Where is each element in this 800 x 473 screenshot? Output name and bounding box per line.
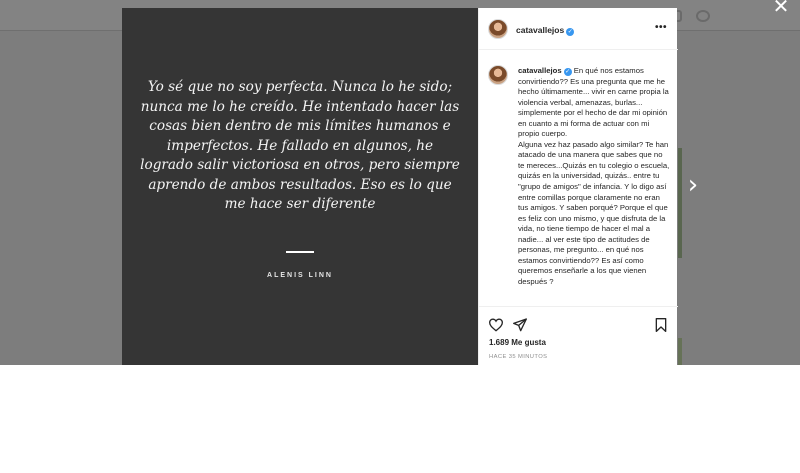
background-image-strip xyxy=(678,338,682,365)
verified-badge-icon: ✓ xyxy=(567,29,573,35)
caption-username[interactable]: catavallejos xyxy=(518,66,562,75)
caption-avatar[interactable] xyxy=(488,65,508,85)
header-username-text[interactable]: catavallejos xyxy=(516,25,565,35)
post-timestamp[interactable]: HACE 35 MINUTOS xyxy=(489,354,548,360)
quote-text: Yo sé que no soy perfecta. Nunca lo he sido; nunca me lo he creído. He intentado hacer las cosas bien dentro de mis límites humanos e imperfectos. He fallado en algunos, he logrado salir victoriosa en otros, pero siempre aprendo de ambos resultados. Eso es lo que me hace ser diferente xyxy=(140,79,460,212)
post-side-panel xyxy=(478,8,677,365)
explore-icon xyxy=(696,10,710,22)
header-username[interactable] xyxy=(516,25,574,36)
caption-area xyxy=(479,51,678,306)
more-options-button[interactable]: ••• xyxy=(655,22,668,33)
caption-body: En qué nos estamos convirtiendo?? Es una pregunta que me he hecho últimamente... vivir en carne propia la violencia verbal, amenazas, burlas... simplemente por el hecho de dar mi opinión en cuanto a mi forma de actuar con mi propio cuerpo. Alguna vez haz pasado algo similar? Te han atacado de una manera que sabes que no te mereces...Quizás en tu colegio o escuela, quizás en la universidad, quizás.. entre tu "grupo de amigos" de infancia. Y lo digo así entre comillas porque claramente no eran tus amigos. Y saben porqué? Porque el que es feliz con uno mismo, y que disfruta de la vida, no tiene tiempo de hacer el mal a nadie... al ver este tipo de actitudes de personas, me pregunto... en qué nos estamos convirtiendo?? Es así como queremos enseñarle a los que vienen después ? xyxy=(518,66,670,286)
caption-text xyxy=(518,66,670,287)
heart-icon[interactable] xyxy=(488,317,504,333)
quote-author: ALENIS LINN xyxy=(267,272,333,279)
background-image-strip xyxy=(678,148,682,258)
quote-divider xyxy=(286,251,314,253)
send-icon[interactable] xyxy=(512,317,528,333)
page-below xyxy=(0,365,800,473)
post-image[interactable] xyxy=(122,8,478,365)
post-actions xyxy=(479,306,678,365)
bookmark-icon[interactable] xyxy=(653,317,669,333)
avatar[interactable] xyxy=(488,19,508,39)
close-button[interactable]: ✕ xyxy=(772,0,790,18)
likes-count[interactable]: 1.689 Me gusta xyxy=(489,338,546,347)
next-post-button[interactable]: › xyxy=(687,170,699,200)
verified-badge-icon: ✓ xyxy=(565,69,571,75)
post-header xyxy=(479,8,678,50)
